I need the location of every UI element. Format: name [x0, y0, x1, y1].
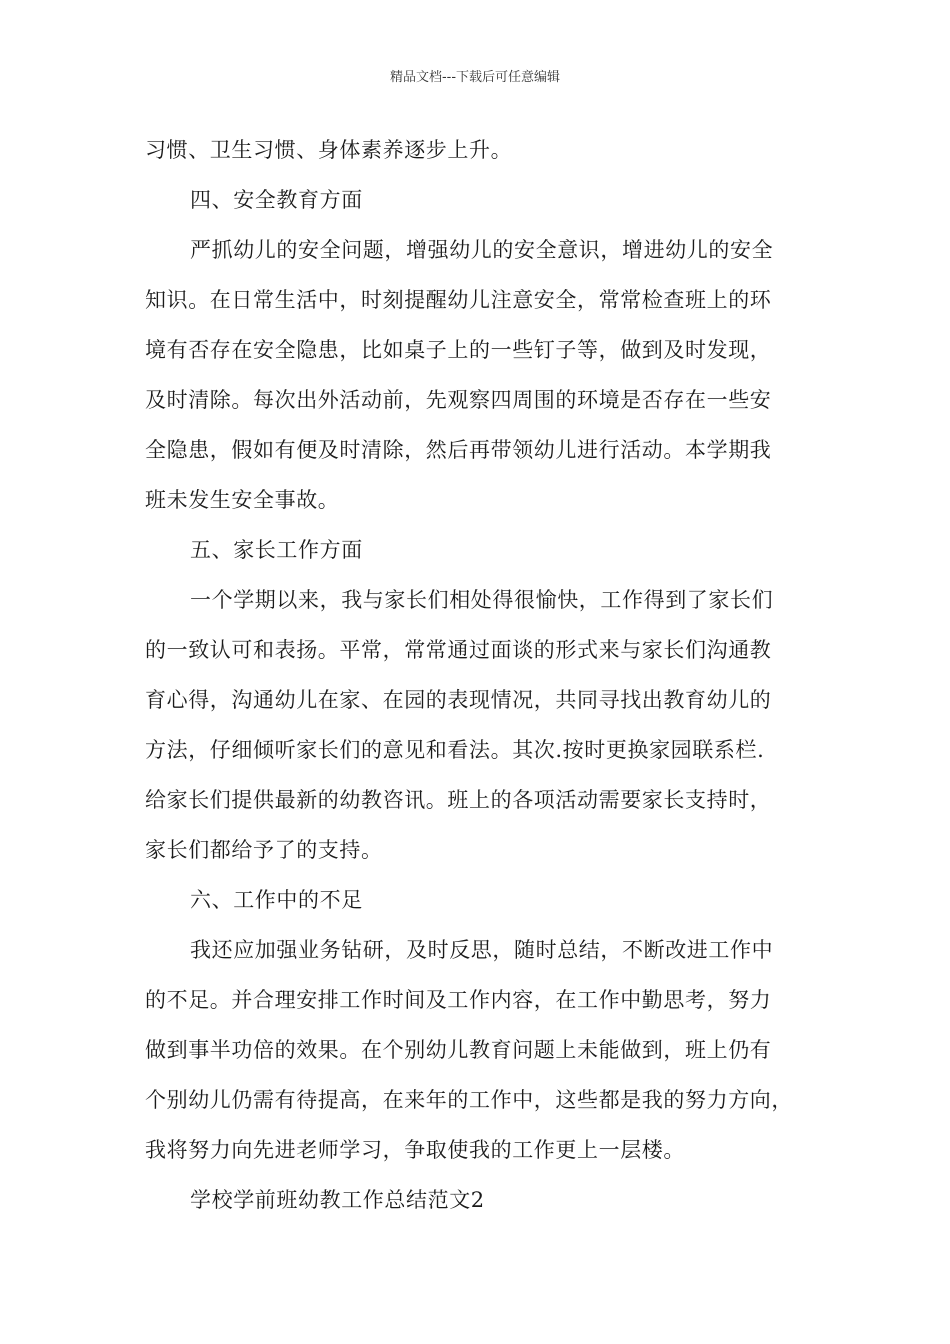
section-heading-parents: 五、家长工作方面 — [190, 538, 363, 562]
body-line: 及时清除。每次出外活动前，先观察四周围的环境是否存在一些安 — [145, 388, 772, 412]
body-line: 习惯、卫生习惯、身体素养逐步上升。 — [145, 138, 513, 162]
body-line: 家长们都给予了的支持。 — [145, 838, 383, 862]
body-line: 班未发生安全事故。 — [145, 488, 340, 512]
body-line: 方法，仔细倾听家长们的意见和看法。其次.按时更换家园联系栏. — [145, 738, 765, 762]
section-heading-shortcomings: 六、工作中的不足 — [190, 888, 363, 912]
body-line: 个别幼儿仍需有待提高，在来年的工作中，这些都是我的努力方向， — [145, 1088, 793, 1112]
section-heading-safety: 四、安全教育方面 — [190, 188, 363, 212]
paragraph-first-line: 严抓幼儿的安全问题，增强幼儿的安全意识，增进幼儿的安全 — [190, 238, 774, 262]
body-line: 知识。在日常生活中，时刻提醒幼儿注意安全，常常检查班上的环 — [145, 288, 772, 312]
document-subtitle: 学校学前班幼教工作总结范文2 — [190, 1188, 485, 1212]
body-line: 育心得，沟通幼儿在家、在园的表现情况，共同寻找出教育幼儿的 — [145, 688, 772, 712]
body-line: 全隐患，假如有便及时清除，然后再带领幼儿进行活动。本学期我 — [145, 438, 772, 462]
body-line: 的一致认可和表扬。平常，常常通过面谈的形式来与家长们沟通教 — [145, 638, 772, 662]
paragraph-first-line: 一个学期以来，我与家长们相处得很愉快，工作得到了家长们 — [190, 588, 774, 612]
body-line: 境有否存在安全隐患，比如桌子上的一些钉子等，做到及时发现， — [145, 338, 772, 362]
body-line: 给家长们提供最新的幼教咨讯。班上的各项活动需要家长支持时， — [145, 788, 772, 812]
paragraph-first-line: 我还应加强业务钻研，及时反思，随时总结，不断改进工作中 — [190, 938, 774, 962]
body-line: 做到事半功倍的效果。在个别幼儿教育问题上未能做到，班上仍有 — [145, 1038, 772, 1062]
body-line: 我将努力向先进老师学习，争取使我的工作更上一层楼。 — [145, 1138, 685, 1162]
body-line: 的不足。并合理安排工作时间及工作内容，在工作中勤思考，努力 — [145, 988, 772, 1012]
page-header: 精品文档---下载后可任意编辑 — [389, 70, 561, 85]
